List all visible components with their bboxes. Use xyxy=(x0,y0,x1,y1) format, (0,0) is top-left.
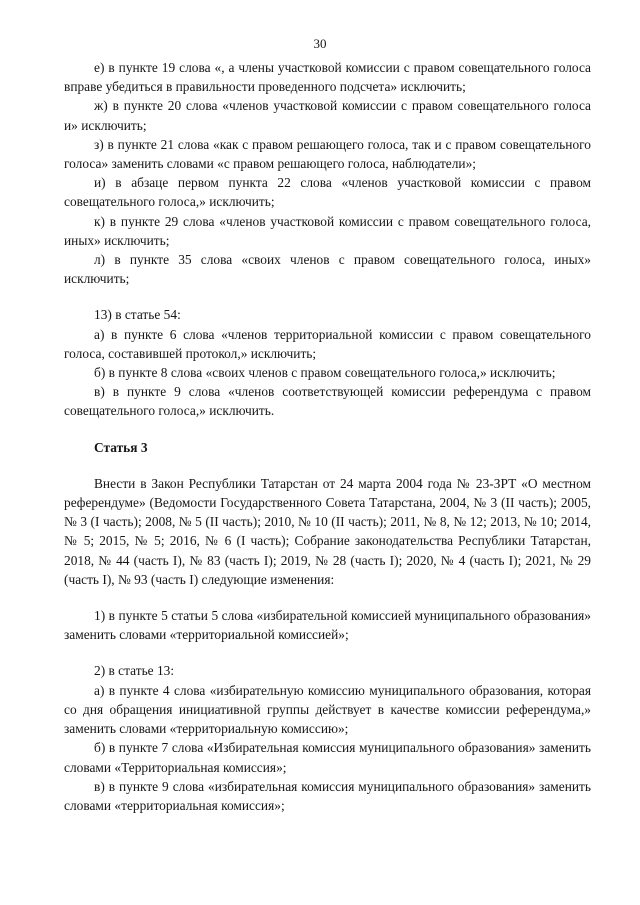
article-heading: Статья 3 xyxy=(94,439,148,455)
paragraph-a: а) в пункте 6 слова «членов территориальной комиссии с правом совещательного голоса, составившей протокол,» исключить; xyxy=(64,326,591,361)
paragraph-zh: ж) в пункте 20 слова «членов участковой комиссии с правом совещательного голоса и» исключить; xyxy=(64,98,591,133)
item-2-b: б) в пункте 7 слова «Избирательная комиссия муниципального образования» заменить словами «Территориальная комиссия»; xyxy=(64,740,591,775)
spacer xyxy=(64,589,591,606)
item-1: 1) в пункте 5 статьи 5 слова «избирательной комиссией муниципального образования» заменить словами «территориальной комиссией»; xyxy=(64,608,591,643)
paragraph-v: в) в пункте 9 слова «членов соответствующей комиссии референдума с правом совещательного голоса,» исключить. xyxy=(64,384,591,419)
item-13: 13) в статье 54: xyxy=(94,307,181,323)
spacer xyxy=(64,421,591,438)
article-intro: Внести в Закон Республики Татарстан от 24 марта 2004 года № 23-ЗРТ «О местном референдуме» (Ведомости Государственного Совета Татарстана, 2004, № 3 (II часть); 2005, № 3 (I часть); 2008, № 5 (II часть); 2010, № 10 (II часть); 2011, № 8, № 12; 2013, № 10; 2014, № 5; 2015, № 5; 2016, № 6 (I часть); Собрание законодательства Республики Татарстан, 2018, № 44 (часть I), № 83 (часть I); 2019, № 28 (часть I); 2020, № 4 (часть I); 2021, № 29 (часть I), № 93 (часть I) следующие изменения: xyxy=(64,475,591,587)
spacer xyxy=(64,457,591,474)
paragraph-b: б) в пункте 8 слова «своих членов с правом совещательного голоса,» исключить; xyxy=(94,365,556,381)
item-2-a: а) в пункте 4 слова «избирательную комиссию муниципального образования, которая со дня обращения инициативной группы действует в качестве комиссии референдума,» заменить словами «территориальную комиссию»; xyxy=(64,682,591,737)
page-number: 30 xyxy=(313,36,327,51)
item-2: 2) в статье 13: xyxy=(94,663,175,679)
spacer xyxy=(64,288,591,305)
paragraph-l: л) в пункте 35 слова «своих членов с правом совещательного голоса, иных» исключить; xyxy=(64,252,591,287)
paragraph-k: к) в пункте 29 слова «членов участковой комиссии с правом совещательного голоса, иных» исключить; xyxy=(64,213,591,248)
paragraph-i: и) в абзаце первом пункта 22 слова «членов участковой комиссии с правом совещательного голоса,» исключить; xyxy=(64,175,591,210)
spacer xyxy=(64,644,591,661)
item-2-v: в) в пункте 9 слова «избирательная комиссия муниципального образования» заменить словами «территориальная комиссия»; xyxy=(64,778,591,813)
paragraph-e: е) в пункте 19 слова «, а члены участковой комиссии с правом совещательного голоса вправе убедиться в правильности проведенного подсчета» исключить; xyxy=(64,60,591,95)
paragraph-z: з) в пункте 21 слова «как с правом решающего голоса, так и с правом совещательного голоса» заменить словами «с правом решающего голоса, наблюдатели»; xyxy=(64,136,591,172)
document-body xyxy=(64,58,591,815)
